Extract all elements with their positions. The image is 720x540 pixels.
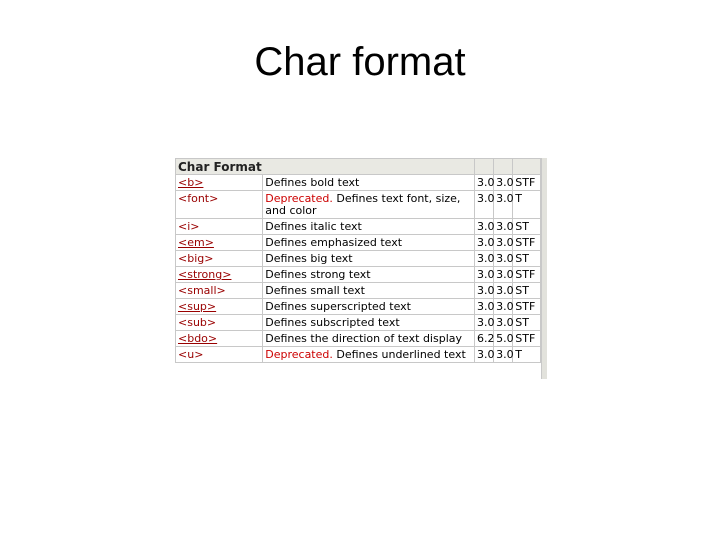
- tag-cell: [176, 175, 263, 191]
- table-heading: Char Format: [176, 159, 475, 175]
- description-text: Defines the direction of text display: [265, 332, 462, 345]
- support-v3-cell: T: [513, 347, 541, 363]
- description-cell: [263, 267, 475, 283]
- description-cell: [263, 219, 475, 235]
- support-v2-cell: 3.0: [494, 267, 513, 283]
- description-text: Defines emphasized text: [265, 236, 403, 249]
- support-v3-cell: ST: [513, 219, 541, 235]
- header-cell-blank: [513, 159, 541, 175]
- support-v2-cell: 3.0: [494, 175, 513, 191]
- tag-name: <big>: [178, 252, 214, 265]
- support-v3-cell: STF: [513, 175, 541, 191]
- description-text: Defines text font, size, and color: [265, 192, 464, 217]
- description-text: Defines subscripted text: [265, 316, 400, 329]
- support-v1-cell: 3.0: [475, 299, 494, 315]
- table-header-row: [176, 159, 541, 175]
- description-text: Defines superscripted text: [265, 300, 411, 313]
- tag-link[interactable]: <strong>: [178, 268, 232, 281]
- table-row: [176, 299, 541, 315]
- support-v2-cell: 3.0: [494, 219, 513, 235]
- description-cell: [263, 347, 475, 363]
- support-v1-cell: 6.2: [475, 331, 494, 347]
- table-row: [176, 347, 541, 363]
- support-v2-cell: 5.0: [494, 331, 513, 347]
- description-cell: [263, 175, 475, 191]
- description-text: Defines bold text: [265, 176, 360, 189]
- tag-name: <sub>: [178, 316, 217, 329]
- table-row: [176, 331, 541, 347]
- support-v3-cell: T: [513, 191, 541, 219]
- tag-name: <small>: [178, 284, 226, 297]
- tag-cell: [176, 219, 263, 235]
- table-row: [176, 267, 541, 283]
- support-v3-cell: STF: [513, 267, 541, 283]
- support-v1-cell: 3.0: [475, 219, 494, 235]
- tag-name: <font>: [178, 192, 219, 205]
- description-cell: [263, 251, 475, 267]
- tag-name: <u>: [178, 348, 204, 361]
- tag-cell: [176, 283, 263, 299]
- support-v2-cell: 3.0: [494, 251, 513, 267]
- table-row: [176, 175, 541, 191]
- support-v2-cell: 3.0: [494, 347, 513, 363]
- description-cell: [263, 283, 475, 299]
- support-v2-cell: 3.0: [494, 315, 513, 331]
- support-v1-cell: 3.0: [475, 315, 494, 331]
- tag-cell: [176, 235, 263, 251]
- description-text: Defines italic text: [265, 220, 362, 233]
- support-v1-cell: 3.0: [475, 175, 494, 191]
- description-text: Defines underlined text: [332, 348, 466, 361]
- description-cell: [263, 299, 475, 315]
- tag-cell: [176, 267, 263, 283]
- support-v3-cell: ST: [513, 315, 541, 331]
- description-text: Defines big text: [265, 252, 353, 265]
- tag-link[interactable]: <sup>: [178, 300, 217, 313]
- description-cell: [263, 235, 475, 251]
- table-row: [176, 235, 541, 251]
- description-cell: [263, 315, 475, 331]
- description-text: Defines strong text: [265, 268, 371, 281]
- support-v3-cell: ST: [513, 251, 541, 267]
- table-row: [176, 191, 541, 219]
- support-v2-cell: 3.0: [494, 235, 513, 251]
- char-format-table: [175, 158, 541, 363]
- deprecated-label: Deprecated.: [265, 348, 333, 361]
- support-v3-cell: STF: [513, 331, 541, 347]
- header-cell-blank: [494, 159, 513, 175]
- support-v3-cell: STF: [513, 299, 541, 315]
- tag-cell: [176, 315, 263, 331]
- support-v1-cell: 3.0: [475, 251, 494, 267]
- support-v1-cell: 3.0: [475, 347, 494, 363]
- support-v2-cell: 3.0: [494, 299, 513, 315]
- support-v3-cell: ST: [513, 283, 541, 299]
- header-cell-blank: [475, 159, 494, 175]
- support-v3-cell: STF: [513, 235, 541, 251]
- table-row: [176, 315, 541, 331]
- tag-link[interactable]: <em>: [178, 236, 214, 249]
- tag-cell: [176, 347, 263, 363]
- tag-cell: [176, 299, 263, 315]
- tag-link[interactable]: <b>: [178, 176, 204, 189]
- tag-link[interactable]: <bdo>: [178, 332, 218, 345]
- table-row: [176, 251, 541, 267]
- description-text: Defines small text: [265, 284, 365, 297]
- support-v1-cell: 3.0: [475, 235, 494, 251]
- support-v1-cell: 3.0: [475, 191, 494, 219]
- tag-cell: [176, 331, 263, 347]
- deprecated-label: Deprecated.: [265, 192, 333, 205]
- table-edge-strip: [541, 158, 547, 379]
- slide-title: Char format: [254, 40, 466, 84]
- description-cell: [263, 191, 475, 219]
- support-v1-cell: 3.0: [475, 267, 494, 283]
- support-v2-cell: 3.0: [494, 191, 513, 219]
- table-row: [176, 219, 541, 235]
- support-v2-cell: 3.0: [494, 283, 513, 299]
- support-v1-cell: 3.0: [475, 283, 494, 299]
- tag-cell: [176, 191, 263, 219]
- table-row: [176, 283, 541, 299]
- tag-cell: [176, 251, 263, 267]
- description-cell: [263, 331, 475, 347]
- tag-name: <i>: [178, 220, 200, 233]
